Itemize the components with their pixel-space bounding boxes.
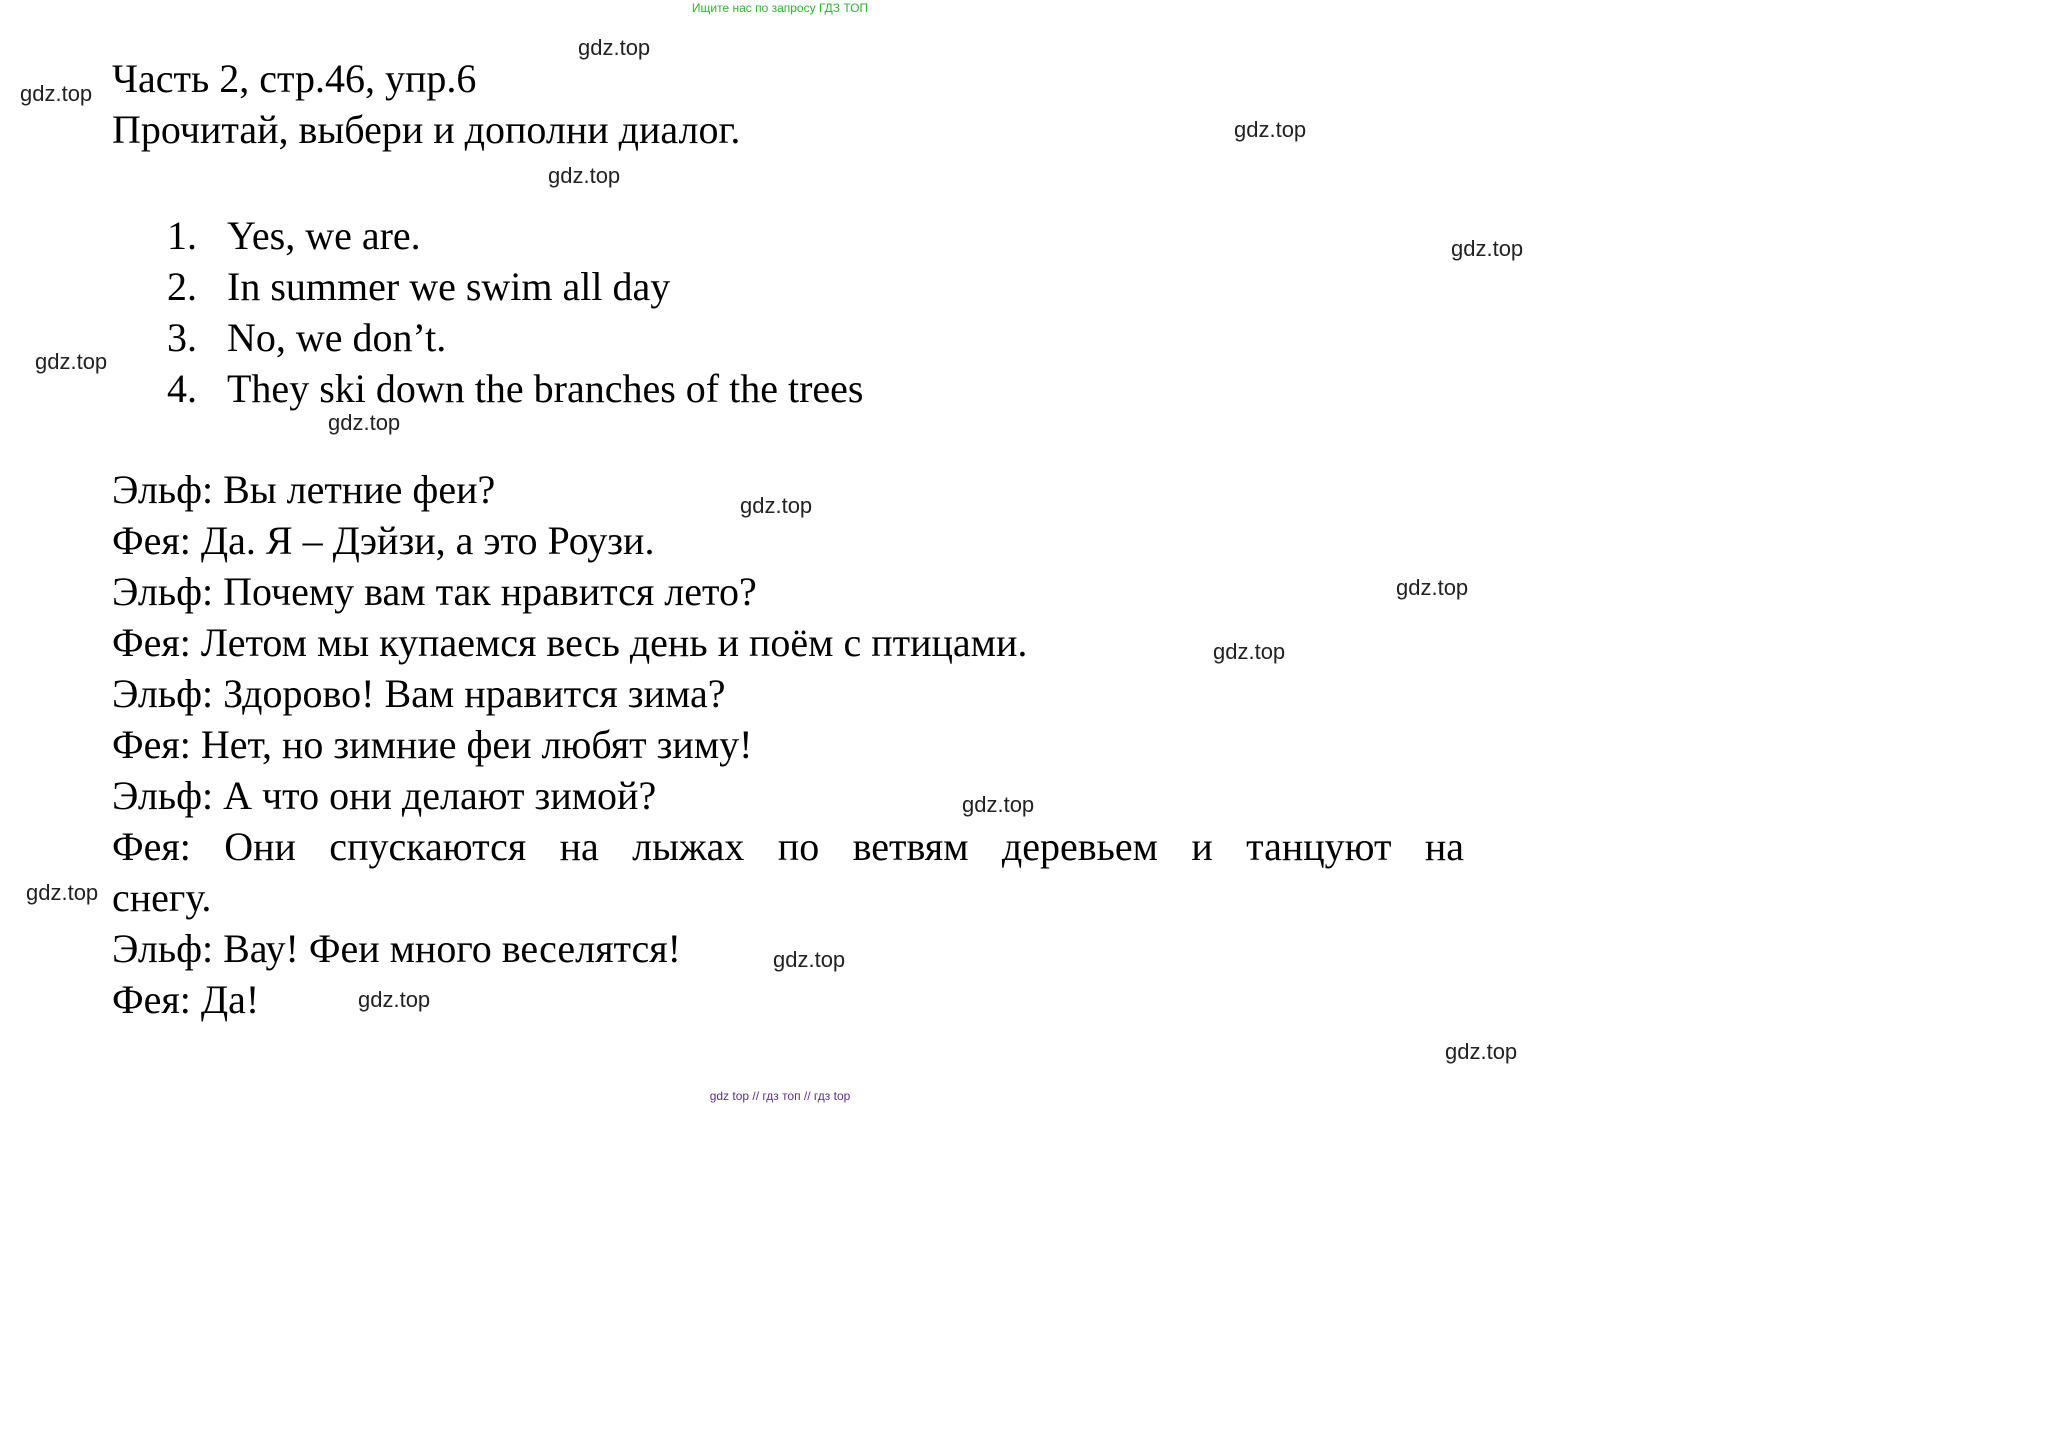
answer-number: 1. (167, 213, 197, 258)
watermark: gdz.top (1396, 575, 1469, 600)
answer-item (167, 312, 863, 363)
dialog-line: Эльф: Вау! Феи много веселятся! (112, 926, 681, 971)
exercise-instruction: Прочитай, выбери и дополни диалог. (112, 107, 741, 152)
dialog-line: Фея: Они спускаются на лыжах по ветвям деревьем и танцуют на (112, 824, 1464, 869)
dialog-line: Эльф: Вы летние феи? (112, 467, 496, 512)
watermark: gdz.top (35, 349, 108, 374)
watermark: gdz.top (548, 163, 621, 188)
answer-number: 3. (167, 315, 197, 360)
watermark: gdz.top (328, 410, 401, 435)
watermark: gdz.top (1445, 1039, 1518, 1064)
watermark: gdz.top (773, 947, 846, 972)
dialog-line: Фея: Летом мы купаемся весь день и поём с птицами. (112, 620, 1028, 665)
answer-list (167, 210, 863, 414)
answer-text: Yes, we are. (227, 213, 421, 258)
watermark: gdz.top (26, 880, 99, 905)
answer-item (167, 363, 863, 414)
dialog-line: Эльф: А что они делают зимой? (112, 773, 657, 818)
answer-item (167, 261, 863, 312)
answer-number: 4. (167, 366, 197, 411)
watermark: gdz.top (1234, 117, 1307, 142)
dialog-line: Фея: Да! (112, 977, 260, 1022)
top-banner: Ищите нас по запросу ГДЗ ТОП (691, 1, 869, 15)
footer-links: gdz top // гдз топ // гдз top (709, 1089, 851, 1103)
answer-number: 2. (167, 264, 197, 309)
watermark: gdz.top (1213, 639, 1286, 664)
watermark: gdz.top (578, 35, 651, 60)
dialog-line: Эльф: Здорово! Вам нравится зима? (112, 671, 726, 716)
dialog-line: Фея: Нет, но зимние феи любят зиму! (112, 722, 753, 767)
answer-text: No, we don’t. (227, 315, 447, 360)
watermark: gdz.top (358, 987, 431, 1012)
answer-item (167, 210, 863, 261)
watermark: gdz.top (740, 493, 813, 518)
watermark: gdz.top (962, 792, 1035, 817)
watermark: gdz.top (20, 81, 93, 106)
answer-text: They ski down the branches of the trees (227, 366, 864, 411)
dialog-line: Эльф: Почему вам так нравится лето? (112, 569, 757, 614)
answer-text: In summer we swim all day (227, 264, 671, 309)
dialog-line: Фея: Да. Я – Дэйзи, а это Роузи. (112, 518, 655, 563)
exercise-title: Часть 2, стр.46, упр.6 (112, 56, 477, 101)
dialog-line: снегу. (112, 875, 212, 920)
watermark: gdz.top (1451, 236, 1524, 261)
